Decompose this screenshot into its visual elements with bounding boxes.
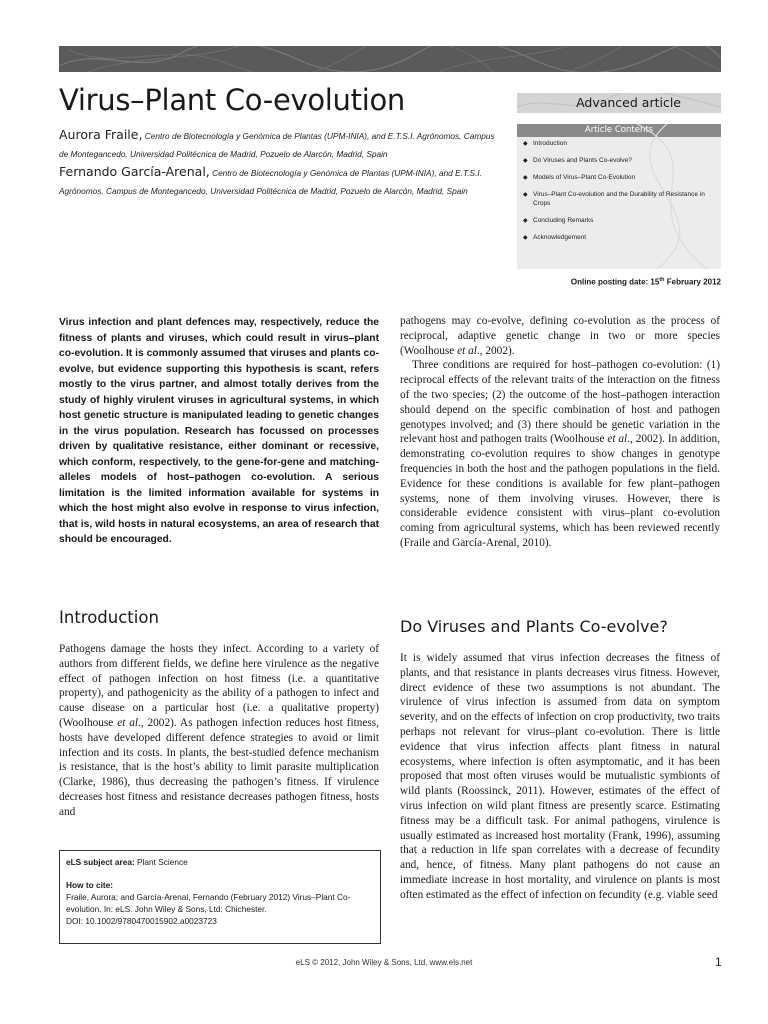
paragraph: Three conditions are required for host–pathogen co-evolution: (1) reciprocal effects of the relevant traits of the interaction on the fitness of the two species; (2) the outcome of the host–pathogen interaction should depend on the specific combination of host and pathogen genotypes involved; and (3) there should be genetic variation in the relevant host and pathogen traits (Woolhouse et al., 2002). In addition, demonstrating co-evolution requires to show changes in genotype frequencies in both the host and the pathogen populations in the field. Evidence for these conditions is available for few plant–pathogen systems, none of them involving viruses. However, there is considerable evidence consistent with virus–plant co-evolution coming from agricultural systems, which has been reviewed recently (Fraile and García-Arenal, 2010). xyxy=(400,359,720,549)
author-block xyxy=(59,126,499,200)
toc-heading: Article Contents xyxy=(517,124,721,137)
diamond-bullet-icon: ◆ xyxy=(523,234,528,241)
paragraph: Pathogens damage the hosts they infect. According to a variety of authors from different fields, we define here virulence as the negative effect of pathogen infection on host fitness (i.e. a quantitative property), and pathogenicity as the ability of a pathogen to infect and cause disease on a particular host (i.e. a qualitative property) (Woolhouse et al., 2002). As pathogen infection reduces host fitness, hosts have developed different defence strategies to avoid or limit infection and its costs. In plants, the best-studied defence mechanism is resistance, that is the host’s ability to limit parasite multiplication (Clarke, 1986), thus decreasing the pathogen’s fitness. If virulence decreases host fitness and resistance decreases pathogen fitness, hosts and xyxy=(59,643,380,818)
header-bar xyxy=(59,46,721,72)
author-name: Aurora Fraile, xyxy=(59,127,143,142)
toc-item-acknowledgement[interactable]: ◆ Acknowledgement xyxy=(523,233,587,241)
page-number: 1 xyxy=(715,955,722,969)
article-type-label: Advanced article xyxy=(576,95,681,110)
section-heading-do-viruses-coevolve: Do Viruses and Plants Co-evolve? xyxy=(400,617,668,636)
toc-item-concluding-remarks[interactable]: ◆ Concluding Remarks xyxy=(523,216,594,224)
doi[interactable]: DOI: 10.1002/9780470015902.a0023723 xyxy=(66,916,217,926)
toc-list xyxy=(517,137,721,242)
section-text-do-viruses-coevolve xyxy=(400,651,720,903)
diamond-bullet-icon: ◆ xyxy=(523,158,528,164)
toc-item-do-viruses-coevolve[interactable]: ◆ Do Viruses and Plants Co-evolve? xyxy=(523,157,632,164)
sidebar xyxy=(517,93,721,287)
section-heading-introduction: Introduction xyxy=(59,608,159,627)
abstract: Virus infection and plant defences may, respectively, reduce the fitness of plants and viruses, which could result in virus–plant co-evolution. It is commonly assumed that viruses and plants co-evolve, but evidence supporting this hypothesis is scant, refers mostly to the virus partner, and almost totally derives from the study of highly virulent viruses in agricultural systems, in which host genetic structure is manipulated leading to genetic changes in the virus population. Research has focussed on processes driven by qualitative resistance, either dominant or recessive, which conform, respectively, to the gene-for-gene and matching-alleles models of host–pathogen co-evolution. A serious limitation is the limited information available for systems in which the host might also evolve in response to virus infection, that is, wild hosts in natural ecosystems, an area of research that should be encouraged. xyxy=(59,317,379,545)
body-column-right-top xyxy=(400,314,720,551)
how-to-cite-text: Fraile, Aurora; and García-Arenal, Fernando (February 2012) Virus–Plant Co-evolution. In: eLS. John Wiley & Sons, Ltd: Chichester. xyxy=(66,892,351,914)
paragraph: It is widely assumed that virus infection decreases the fitness of plants, and that resistance in plants decreases virus fitness. However, direct evidence of these two assumptions is not abundant. The virulence of virus infection is assumed from data on symptom severity, and on the effects of infection on crop productivity, two traits perhaps not relevant for virus–plant co-evolution. There is little evidence that virus infection affects plant fitness in natural ecosystems, where infection is often asymptomatic, and it has been proposed that most often viruses would be mutualistic symbionts of wild plants (Roossinck, 2011). However, estimates of the effect of virus infection on wild plant fitness are presently scarce. Estimating fitness may be a difficult task. For animal pathogens, virulence is usually estimated as increased host mortality (Frank, 1996), assuming that a reduction in life span correlates with a decrease of fecundity and, hence, of fitness. Many plant pathogens do not cause an immediate increase in host mortality, and virulence on plants is most often estimated as the effect of infection on fecundity (e.g. viable seed xyxy=(400,652,720,901)
article-type-badge xyxy=(517,93,721,113)
paragraph: pathogens may co-evolve, defining co-evolution as the process of reciprocal, adaptive genetic change in two or more species (Woolhouse et al., 2002). xyxy=(400,315,720,357)
introduction-text xyxy=(59,642,379,820)
diamond-bullet-icon: ◆ xyxy=(523,175,528,181)
citation-box xyxy=(59,850,381,944)
author-entry xyxy=(59,126,499,163)
subject-area: eLS subject area: Plant Science xyxy=(66,857,188,867)
toc-item-durability[interactable]: ◆ Virus–Plant Co-evolution and the Durability of Resistance in Crops xyxy=(523,191,705,207)
how-to-cite-label: How to cite: xyxy=(66,880,114,890)
author-entry xyxy=(59,163,499,200)
author-affiliation: Centro de Biotecnología y Genómica de Plantas (UPM-INIA), and E.T.S.I. Agrónomos, Campus de Montegancedo, Universidad Politécnica de Madrid, Pozuelo de Alarcón, Madrid, Spain xyxy=(59,168,483,196)
toc-item-introduction[interactable]: ◆ Introduction xyxy=(523,140,567,147)
diamond-bullet-icon: ◆ xyxy=(523,217,528,224)
article-contents-box xyxy=(517,124,721,269)
page-footer: eLS © 2012, John Wiley & Sons, Ltd. www.els.net xyxy=(295,958,473,967)
author-name: Fernando García-Arenal, xyxy=(59,164,210,179)
diamond-bullet-icon: ◆ xyxy=(523,192,528,198)
toc-item-models[interactable]: ◆ Models of Virus–Plant Co-Evolution xyxy=(523,174,636,181)
author-affiliation: Centro de Biotecnología y Genómica de Plantas (UPM-INIA), and E.T.S.I. Agrónomos, Campus de Montegancedo, Universidad Politécnica de Madrid, Pozuelo de Alarcón, Madrid, Spain xyxy=(59,131,495,159)
decorative-swirl xyxy=(59,46,721,72)
article-title: Virus–Plant Co-evolution xyxy=(59,83,405,117)
online-posting-date: Online posting date: 15th February 2012 xyxy=(570,277,721,287)
diamond-bullet-icon: ◆ xyxy=(523,141,528,147)
